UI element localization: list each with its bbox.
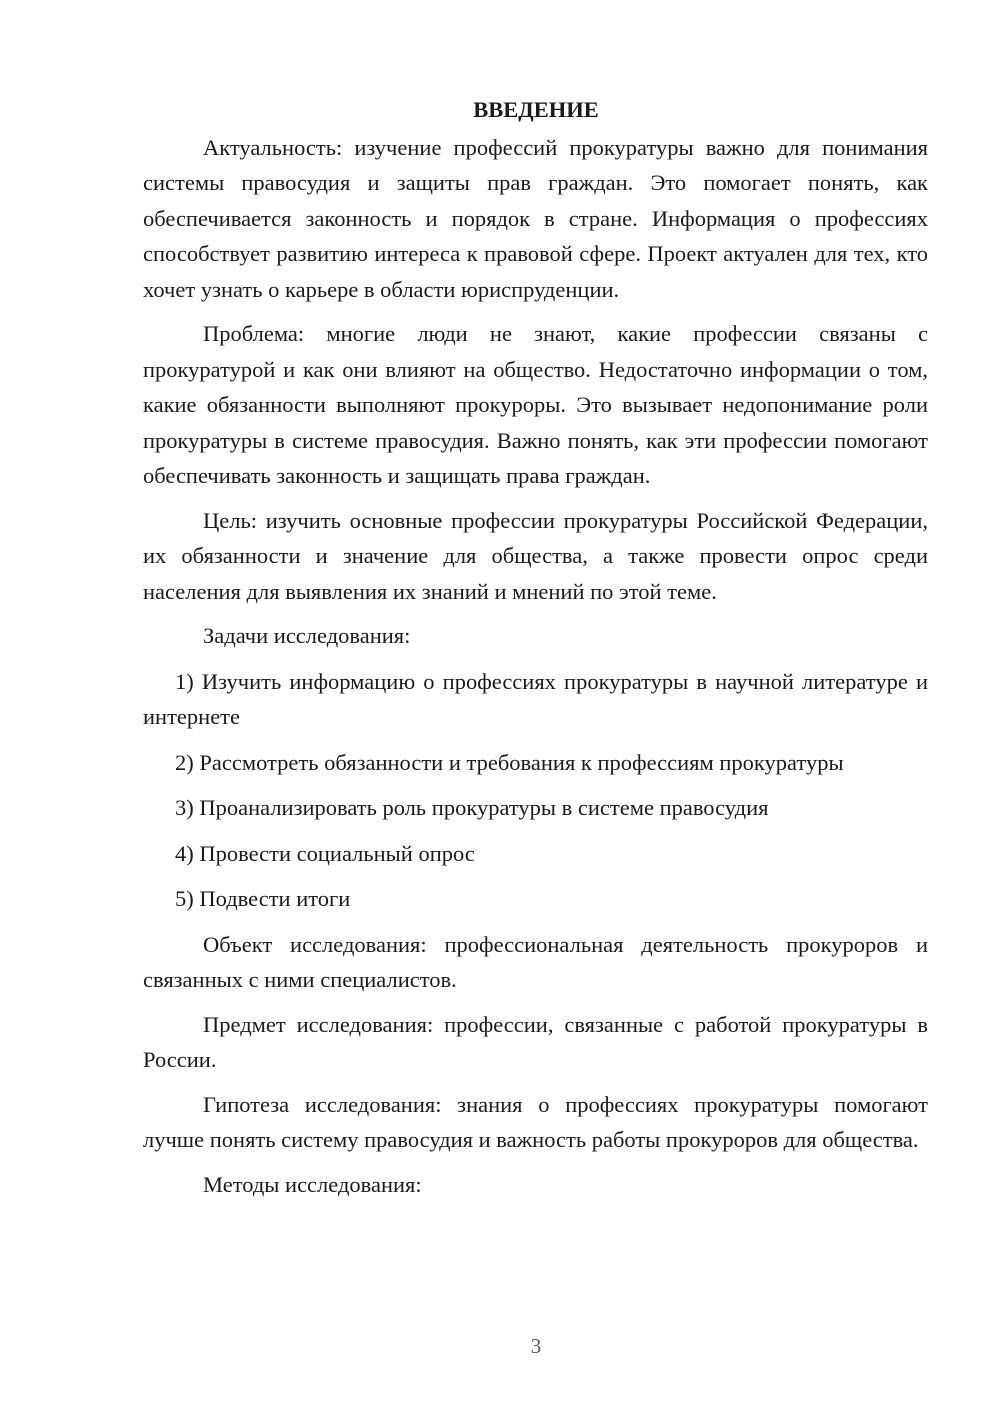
task-item-5: 5) Подвести итоги: [175, 886, 351, 911]
paragraph-object: Объект исследования: профессиональная деятельность прокуроров и связанных с ними специалистов.: [143, 931, 928, 992]
paragraph-relevance: Актуальность: изучение профессий прокуратуры важно для понимания системы правосудия и защиты прав граждан. Это помогает понять, как обеспечивается законность и порядок в стране. Информация о профессиях способствует развитию интереса к правовой сфере. Проект актуален для тех, кто хочет узнать о карьере в области юриспруденции.: [143, 134, 928, 302]
paragraph-hypothesis: Гипотеза исследования: знания о профессиях прокуратуры помогают лучше понять систему правосудия и важность работы прокуроров для общества.: [143, 1091, 928, 1152]
paragraph-subject: Предмет исследования: профессии, связанные с работой прокуратуры в России.: [143, 1011, 928, 1072]
paragraph-goal: Цель: изучить основные профессии прокуратуры Российской Федерации, их обязанности и значение для общества, а также провести опрос среди населения для выявления их знаний и мнений по этой теме.: [143, 507, 928, 604]
task-item-4: 4) Провести социальный опрос: [175, 840, 475, 866]
task-item-3: 3) Проанализировать роль прокуратуры в системе правосудия: [175, 795, 769, 820]
section-title: ВВЕДЕНИЕ: [473, 97, 599, 122]
methods-heading: Методы исследования:: [203, 1171, 422, 1197]
task-item-2: 2) Рассмотреть обязанности и требования к профессиям прокуратуры: [175, 749, 844, 775]
paragraph-problem: Проблема: многие люди не знают, какие профессии связаны с прокуратурой и как они влияют на общество. Недостаточно информации о том, какие обязанности выполняют прокуроры. Это вызывает недопонимание роли прокуратуры в системе правосудия. Важно понять, как эти профессии помогают обеспечивать законность и защищать права граждан.: [143, 321, 928, 488]
page-number: 3: [530, 1334, 542, 1358]
task-item-1: 1) Изучить информацию о профессиях прокуратуры в научной литературе и интернете: [143, 668, 928, 729]
document-page: [143, 92, 928, 1212]
tasks-heading: Задачи исследования:: [203, 623, 411, 648]
